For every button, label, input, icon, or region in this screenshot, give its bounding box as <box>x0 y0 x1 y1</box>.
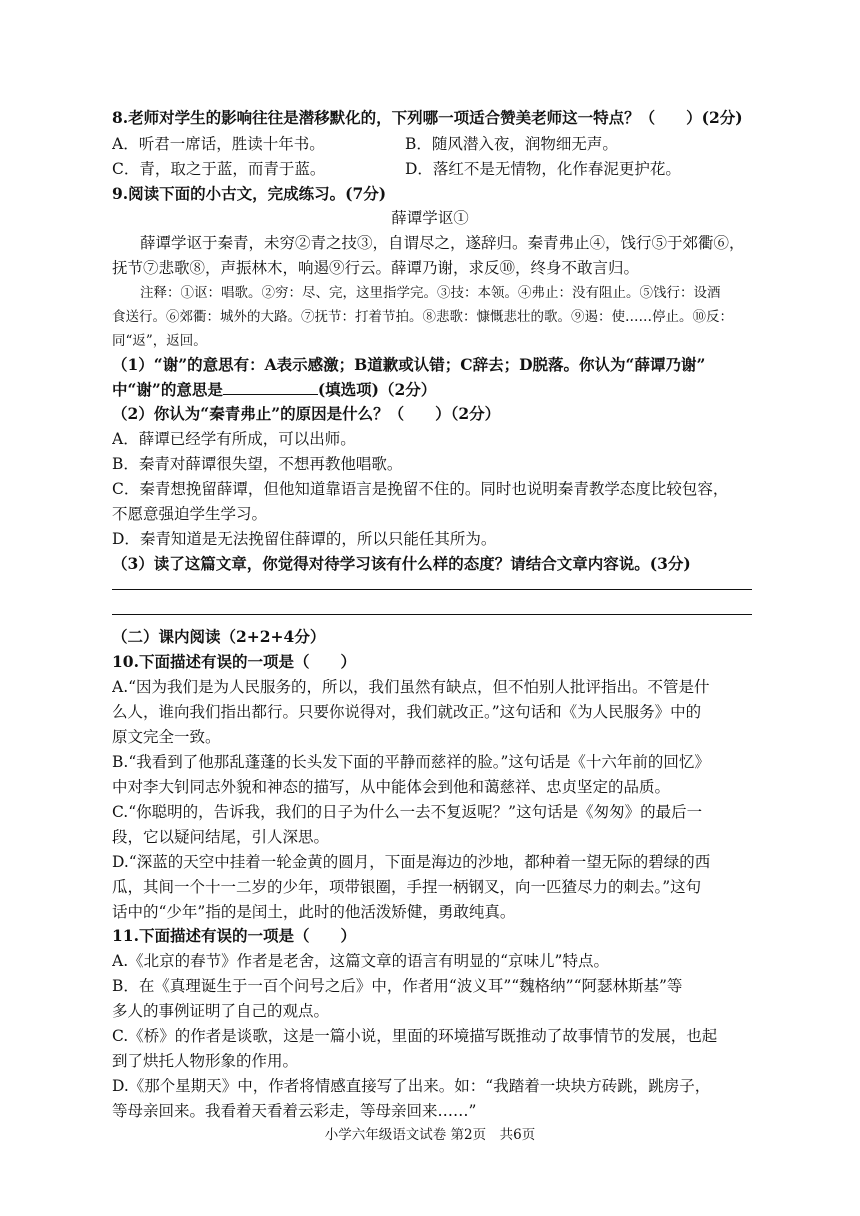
q9-sub2-option-c-line-1: C．秦青想挽留薛谭，但他知道靠语言是挽留不住的。同时也说明秦青教学态度比较包容， <box>112 480 729 498</box>
answer-line-2[interactable] <box>112 614 752 615</box>
q9-sub1-line-1: （1）“谢”的意思有：A表示感激；B道歉或认错；C辞去；D脱落。你认为“薛谭乃谢” <box>112 355 706 374</box>
q9-note-line-3: 同“返”，返回。 <box>112 333 207 349</box>
q9-sub3-stem: （3）读了这篇文章，你觉得对待学习该有什么样的态度？请结合文章内容说。(3分) <box>112 554 691 573</box>
q9-sub1-line-2 <box>112 380 757 400</box>
q10-option-b-line-1: B.“我看到了他那乱蓬蓬的长头发下面的平静而慈祥的脸。”这句话是《十六年前的回忆》 <box>112 753 710 771</box>
q10-option-c-line-2: 段，它以疑问结尾，引人深思。 <box>112 828 330 846</box>
q11-option-d-line-2: 等母亲回来。我看着天看着云彩走，等母亲回来……” <box>112 1102 477 1120</box>
q10-option-d-line-2: 瓜，其间一个十一二岁的少年，项带银圈，手捏一柄钢叉，向一匹猹尽力的刺去。”这句 <box>112 878 702 896</box>
q8-option-a: A．听君一席话，胜读十年书。 <box>112 135 325 153</box>
q11-option-c-line-1: C.《桥》的作者是谈歌，这是一篇小说，里面的环境描写既推动了故事情节的发展，也起 <box>112 1027 718 1045</box>
q8-options-row-2 <box>112 159 757 179</box>
q9-sub2-option-d: D．秦青知道是无法挽留住薛谭的，所以只能任其所为。 <box>112 530 497 548</box>
q9-stem: 9.阅读下面的小古文，完成练习。(7分) <box>112 184 387 203</box>
q10-option-a-line-1: A.“因为我们是为人民服务的，所以，我们虽然有缺点，但不怕别人批评指出。不管是什 <box>112 678 710 696</box>
q9-sub1-answer-blank[interactable] <box>223 380 318 395</box>
q9-passage-title: 薛谭学讴① <box>391 209 469 227</box>
q10-option-a-line-2: 么人，谁向我们指出都行。只要你说得对，我们就改正。”这句话和《为人民服务》中的 <box>112 703 702 721</box>
q10-option-a-line-3: 原文完全一致。 <box>112 728 221 746</box>
q8-stem: 8.老师对学生的影响往往是潜移默化的，下列哪一项适合赞美老师这一特点？（ ）(2分) <box>112 108 743 127</box>
q11-option-b-line-1: B．在《真理诞生于一百个问号之后》中，作者用“波义耳”“魏格纳”“阿瑟林斯基”等 <box>112 977 683 995</box>
q9-sub2-option-c-line-2: 不愿意强迫学生学习。 <box>112 505 268 523</box>
q9-passage-line-1: 薛谭学讴于秦青，未穷②青之技③，自谓尽之，遂辞归。秦青弗止④，饯行⑤于郊衢⑥， <box>140 234 745 252</box>
q11-option-a-line-1: A.《北京的春节》作者是老舍，这篇文章的语言有明显的“京味儿”特点。 <box>112 952 609 970</box>
q11-option-b-line-2: 多人的事例证明了自己的观点。 <box>112 1002 330 1020</box>
q10-option-c-line-1: C.“你聪明的，告诉我，我们的日子为什么一去不复返呢？”这句话是《匆匆》的最后一 <box>112 803 703 821</box>
q9-note-line-2: 食送行。⑥郊衢：城外的大路。⑦抚节：打着节拍。⑧悲歌：慷慨悲壮的歌。⑨遏：使……停止。⑩反： <box>112 309 733 325</box>
section2-heading: （二）课内阅读（2+2+4分） <box>112 627 326 646</box>
q10-stem: 10.下面描述有误的一项是（ ） <box>112 652 356 671</box>
q8-option-c: C．青，取之于蓝，而青于蓝。 <box>112 160 326 178</box>
q9-sub1-suffix: (填选项)（2分） <box>317 380 437 399</box>
q9-note-line-1: 注释：①讴：唱歌。②穷：尽、完，这里指学完。③技：本领。④弗止：没有阻止。⑤饯行：设酒 <box>140 285 721 301</box>
q11-option-d-line-1: D.《那个星期天》中，作者将情感直接写了出来。如：“我踏着一块块方砖跳，跳房子， <box>112 1077 711 1095</box>
answer-line-1[interactable] <box>112 589 752 590</box>
page-footer: 小学六年级语文试卷 第2页 共6页 <box>324 1127 536 1143</box>
q9-passage-line-2: 抚节⑦悲歌⑧，声振林木，响遏⑨行云。薛谭乃谢，求反⑩，终身不敢言归。 <box>112 259 640 277</box>
q8-option-d: D．落红不是无情物，化作春泥更护花。 <box>405 160 681 178</box>
q10-option-b-line-2: 中对李大钊同志外貌和神态的描写，从中能体会到他和蔼慈祥、忠贞坚定的品质。 <box>112 778 671 796</box>
q11-option-c-line-2: 到了烘托人物形象的作用。 <box>112 1052 299 1070</box>
q10-option-d-line-1: D.“深蓝的天空中挂着一轮金黄的圆月，下面是海边的沙地，都种着一望无际的碧绿的西 <box>112 853 711 871</box>
q10-option-d-line-3: 话中的“少年”指的是闰土，此时的他活泼矫健，勇敢纯真。 <box>112 903 516 921</box>
q11-stem: 11.下面描述有误的一项是（ ） <box>112 926 356 945</box>
q9-sub1-prompt: 中“谢”的意思是 <box>112 380 223 399</box>
q9-sub2-option-b: B．秦青对薛谭很失望，不想再教他唱歌。 <box>112 455 403 473</box>
q8-options-row-1 <box>112 134 757 154</box>
q8-option-b: B．随风潜入夜，润物细无声。 <box>405 135 618 153</box>
q9-sub2-stem: （2）你认为“秦青弗止”的原因是什么？（ ）（2分） <box>112 404 501 423</box>
q9-sub2-option-a: A．薛谭已经学有所成，可以出师。 <box>112 430 356 448</box>
